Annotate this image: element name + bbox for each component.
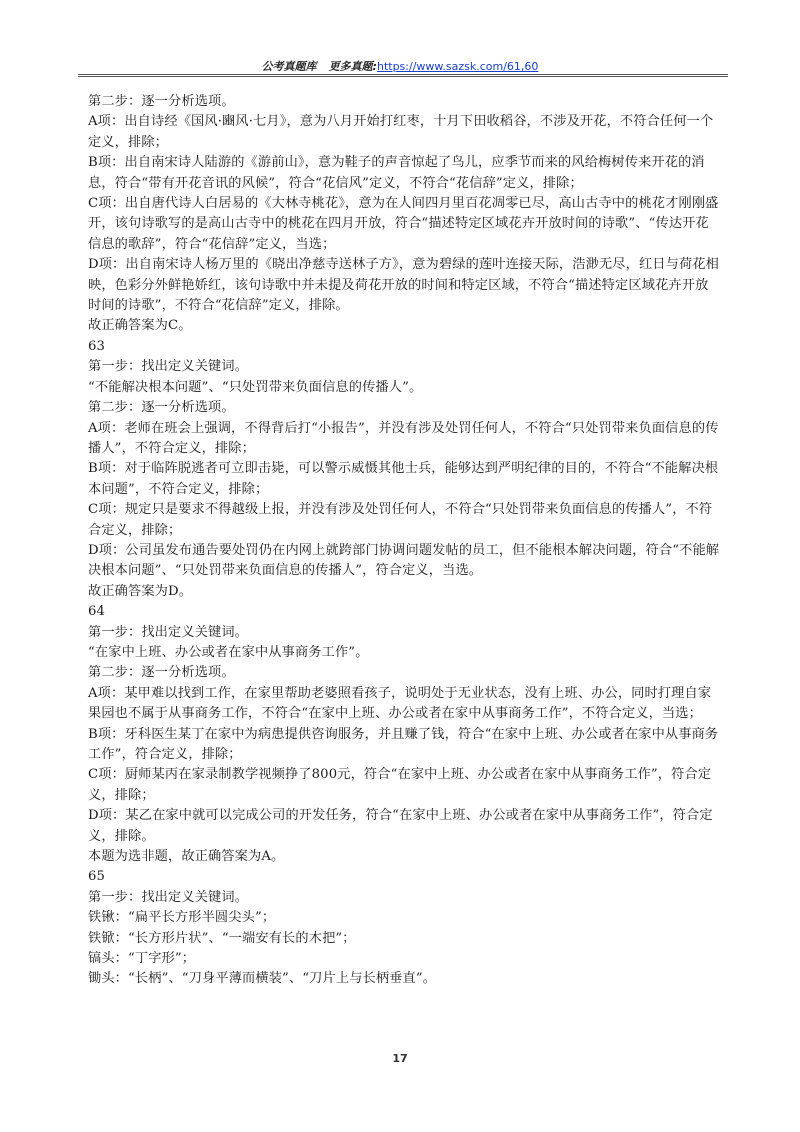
- header-more-label: 更多真题:: [328, 60, 377, 73]
- paragraph: D项：某乙在家中就可以完成公司的开发任务，符合“在家中上班、办公或者在家中从事商务工作”，符合定义，排除。: [88, 808, 713, 844]
- paragraph: 第一步：找出定义关键词。: [88, 359, 249, 375]
- paragraph: A项：出自诗经《国风·豳风·七月》，意为八月开始打红枣，十月下田收稻谷，不涉及开花，不符合任何一个定义，排除；: [88, 114, 714, 150]
- question-number: 64: [88, 604, 106, 620]
- paragraph: D项：出自南宋诗人杨万里的《晓出净慈寺送林子方》，意为碧绿的莲叶连接天际，浩渺无尽，红日与荷花相映，色彩分外鲜艳娇红，该句诗歌中并未提及荷花开放的时间和特定区域，不符合“描述特定区域花卉开放时间的诗歌”，不符合“花信辞”定义，排除。: [88, 257, 719, 314]
- paragraph: C项：厨师某丙在家录制教学视频挣了800元，符合“在家中上班、办公或者在家中从事商务工作”，符合定义，排除；: [88, 767, 712, 803]
- paragraph: A项：老师在班会上强调，不得背后打“小报告”，并没有涉及处罚任何人，不符合“只处罚带来负面信息的传播人”，不符合定义，排除；: [88, 420, 719, 456]
- paragraph: 故正确答案为C。: [88, 318, 192, 334]
- paragraph: B项：出自南宋诗人陆游的《游前山》，意为鞋子的声音惊起了鸟儿，应季节而来的风给梅树传来开花的消息，符合“带有开花音讯的风候”，符合“花信风”定义，不符合“花信辞”定义，排除；: [88, 155, 705, 191]
- page-header: [0, 58, 800, 74]
- paragraph: 锄头：“长柄”、“刀身平薄而横装”、“刀片上与长柄垂直”。: [88, 971, 437, 987]
- paragraph: C项：规定只是要求不得越级上报，并没有涉及处罚任何人，不符合“只处罚带来负面信息的传播人”，不符合定义，排除；: [88, 502, 713, 538]
- header-link[interactable]: https://www.sazsk.com/61,60: [376, 60, 539, 73]
- paragraph: 第二步：逐一分析选项。: [88, 94, 235, 109]
- paragraph: D项：公司虽发布通告要处罚仍在内网上就跨部门协调问题发帖的员工，但不能根本解决问题，符合“不能解决根本问题”、“只处罚带来负面信息的传播人”，符合定义，当选。: [88, 542, 720, 579]
- document-body: [88, 92, 720, 990]
- paragraph: B项：对于临阵脱逃者可立即击毙，可以警示威慑其他士兵，能够达到严明纪律的目的，不符合“不能解决根本问题”，不符合定义，排除；: [88, 461, 719, 497]
- paragraph: 第一步：找出定义关键词。: [88, 624, 249, 640]
- paragraph: 本题为选非题，故正确答案为A。: [88, 849, 285, 865]
- question-number: 63: [88, 338, 106, 354]
- paragraph: 第一步：找出定义关键词。: [88, 889, 249, 905]
- paragraph: A项：某甲难以找到工作，在家里帮助老婆照看孩子，说明处于无业状态，没有上班、办公，同时打理自家果园也不属于从事商务工作，不符合“在家中上班、办公或者在家中从事商务工作”，不符合定义，当选；: [88, 685, 712, 722]
- paragraph: 铁锹：“扁平长方形半圆尖头”；: [88, 910, 276, 926]
- paragraph: 镐头：“丁字形”；: [88, 951, 196, 967]
- paragraph: 第二步：逐一分析选项。: [88, 400, 235, 416]
- paragraph: 铁锨：“长方形片状”、“一端安有长的木把”；: [88, 930, 356, 946]
- header-rule: [78, 74, 728, 77]
- paragraph: B项：牙科医生某丁在家中为病患提供咨询服务，并且赚了钱，符合“在家中上班、办公或者在家中从事商务工作”，符合定义，排除；: [88, 726, 719, 762]
- paragraph: 故正确答案为D。: [88, 583, 193, 599]
- page-number: 17: [392, 1052, 408, 1065]
- paragraph: “在家中上班、办公或者在家中从事商务工作”。: [88, 644, 369, 660]
- paragraph: “不能解决根本问题”、“只处罚带来负面信息的传播人”。: [88, 379, 423, 395]
- paragraph: C项：出自唐代诗人白居易的《大林寺桃花》，意为在人间四月里百花凋零已尽，高山古寺中的桃花才刚刚盛开，该句诗歌写的是高山古寺中的桃花在四月开放，符合“描述特定区域花卉开放时间的诗歌”、“传达开花信息的歌辞”，符合“花信辞”定义，当选；: [88, 196, 719, 252]
- header-brand: 公考真题库: [261, 60, 317, 73]
- paragraph: 第二步：逐一分析选项。: [88, 665, 235, 681]
- question-number: 65: [88, 869, 106, 885]
